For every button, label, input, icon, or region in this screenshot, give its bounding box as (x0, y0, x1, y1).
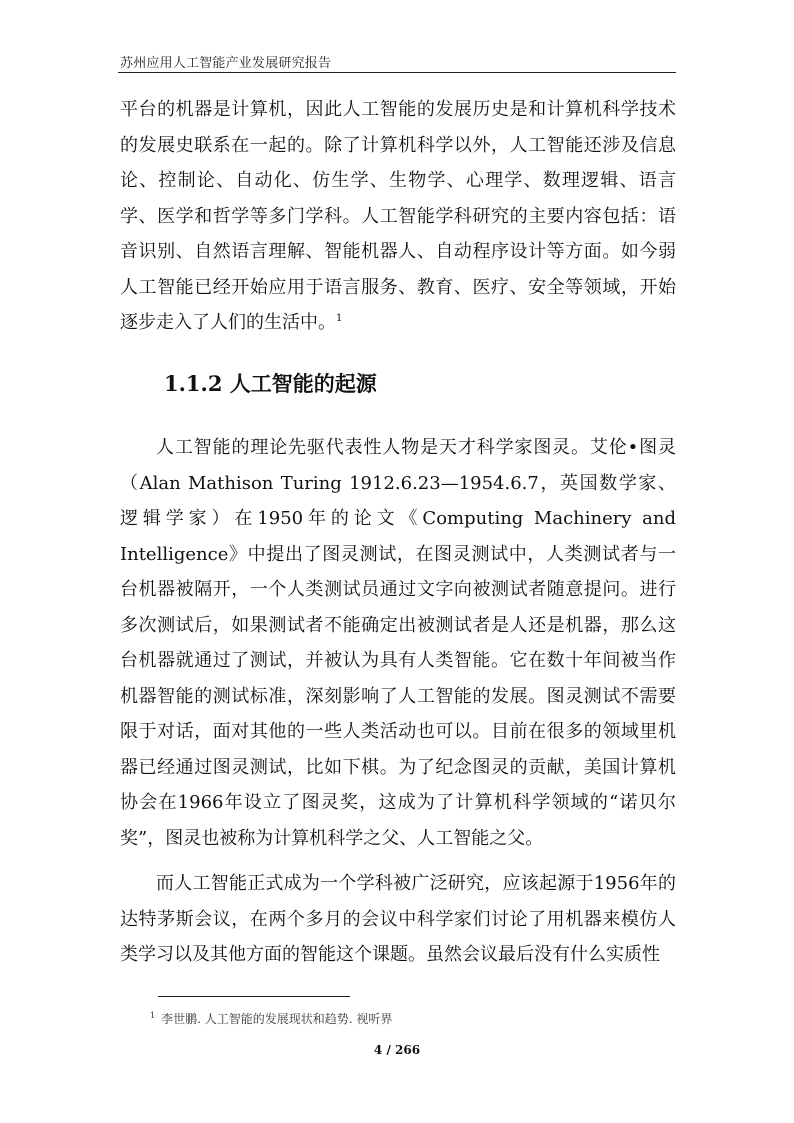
body-paragraph-2: 人工智能的理论先驱代表性人物是天才科学家图灵。艾伦•图灵（Alan Mathison Turing 1912.6.23—1954.6.7，英国数学家、逻辑学家）在1950年的论文《Computing Machinery and Intelligence》中提出了图灵测试，在图灵测试中，人类测试者与一台机器被隔开，一个人类测试员通过文字向被测试者随意提问。进行多次测试后，如果测试者不能确定出被测试者是人还是机器，那么这台机器就通过了测试，并被认为具有人类智能。它在数十年间被当作机器智能的测试标准，深刻影响了人工智能的发展。图灵测试不需要限于对话，面对其他的一些人类活动也可以。目前在很多的领域里机器已经通过图灵测试，比如下棋。为了纪念图灵的贡献，美国计算机协会在1966年设立了图灵奖，这成为了计算机科学领域的“诺贝尔奖”，图灵也被称为计算机科学之父、人工智能之父。 (120, 437, 676, 849)
body-paragraph-3: 而人工智能正式成为一个学科被广泛研究，应该起源于1956年的达特茅斯会议，在两个多月的会议中科学家们讨论了用机器来模仿人类学习以及其他方面的智能这个课题。虽然会议最后没有什么实质性 (120, 873, 676, 965)
footnote-text: 李世鹏. 人工智能的发展现状和趋势. 视听界 (161, 1012, 393, 1026)
body-paragraph-1 (120, 92, 676, 341)
footnote (150, 1010, 392, 1027)
running-header: 苏州应用人工智能产业发展研究报告 (120, 56, 332, 71)
footnote-rule (158, 996, 350, 997)
section-heading: 1.1.2 人工智能的起源 (164, 371, 377, 396)
header-rule (118, 72, 676, 73)
footnote-number: 1 (150, 1011, 156, 1020)
footnote-reference: 1 (336, 313, 343, 324)
paragraph-text: 平台的机器是计算机，因此人工智能的发展历史是和计算机科学技术的发展史联系在一起的。除了计算机科学以外，人工智能还涉及信息论、控制论、自动化、仿生学、生物学、心理学、数理逻辑、语言学、医学和哲学等多门学科。人工智能学科研究的主要内容包括：语音识别、自然语言理解、智能机器人、自动程序设计等方面。如今弱人工智能已经开始应用于语言服务、教育、医疗、安全等领域，开始逐步走入了人们的生活中。 (120, 99, 676, 333)
page-number: 4 / 266 (373, 1043, 421, 1057)
